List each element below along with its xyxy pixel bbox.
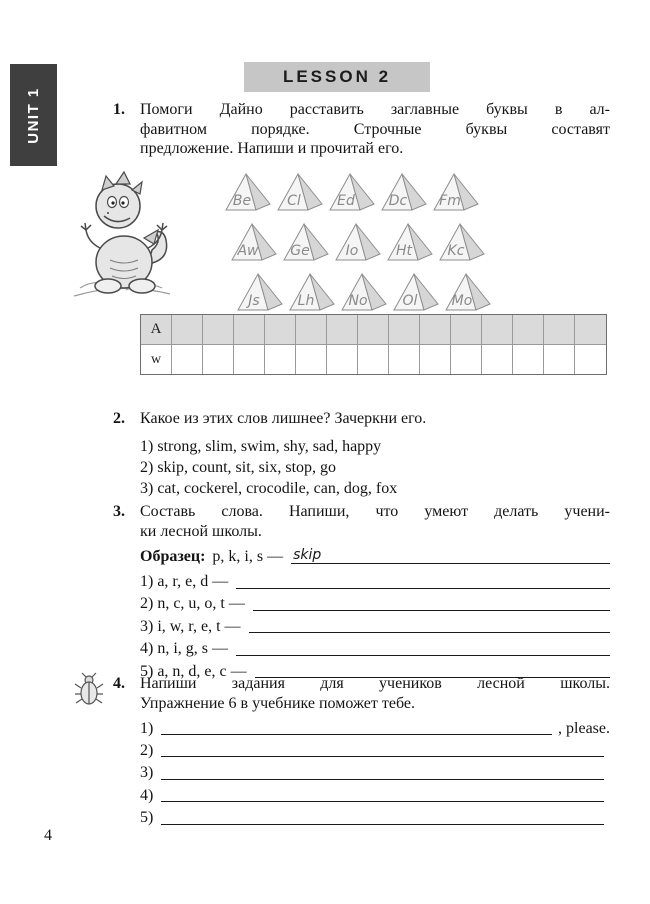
answer-row — [140, 595, 610, 614]
table-cell — [296, 345, 327, 374]
answer-row — [140, 786, 610, 805]
letter-pyramid — [230, 222, 278, 262]
page-number: 4 — [44, 827, 52, 844]
letters-prompt: 2) n, c, u, o, t — — [140, 595, 245, 613]
table-cell — [482, 315, 513, 345]
table-cell — [203, 345, 234, 374]
sample-label: Образец: — [140, 548, 206, 565]
letter-pyramid — [282, 222, 330, 262]
svg-text:Ht: Ht — [395, 243, 413, 259]
exercise-2-title: Какое из этих слов лишнее? Зачеркни его. — [140, 410, 427, 427]
exercise-2 — [113, 409, 610, 499]
table-cell — [358, 315, 389, 345]
table-cell — [420, 315, 451, 345]
svg-text:Ol: Ol — [402, 293, 418, 309]
writing-line — [161, 734, 552, 735]
table-cell — [389, 345, 420, 374]
letter-pyramid — [276, 172, 324, 212]
svg-text:Be: Be — [232, 193, 252, 209]
unit-tab — [10, 64, 57, 166]
svg-text:Mo: Mo — [451, 293, 473, 309]
letters-prompt: 4) n, i, g, s — — [140, 640, 228, 658]
letter-pyramid — [340, 272, 388, 312]
writing-line — [236, 655, 610, 656]
exercise-4-number: 4. — [113, 675, 125, 692]
letter-pyramid — [392, 272, 440, 312]
answer-row — [140, 741, 610, 760]
answer-row — [140, 640, 610, 659]
table-cell — [513, 345, 544, 374]
writing-line — [161, 756, 604, 757]
table-cell — [451, 345, 482, 374]
writing-line — [161, 801, 604, 802]
writing-line — [161, 779, 604, 780]
writing-line — [253, 610, 610, 611]
table-cell — [203, 315, 234, 345]
svg-text:Ge: Ge — [290, 243, 310, 259]
svg-text:Io: Io — [345, 243, 359, 259]
letters-prompt: 1) a, r, e, d — — [140, 573, 229, 590]
table-cell — [482, 345, 513, 374]
answer-row — [140, 573, 610, 592]
exercise-3-text-line: ки лесной школы. — [140, 522, 262, 540]
sample-line — [140, 547, 610, 567]
alphabet-table — [140, 314, 607, 375]
letter-pyramid — [328, 172, 376, 212]
letter-pyramid — [380, 172, 428, 212]
exercise-3-number: 3. — [113, 503, 125, 520]
svg-text:Kc: Kc — [447, 243, 465, 259]
table-cell — [234, 315, 265, 345]
table-cell — [296, 315, 327, 345]
letter-pyramids — [224, 172, 492, 322]
exercise-1-number: 1. — [113, 101, 125, 118]
sample-letters: p, k, i, s — — [212, 548, 284, 565]
exercise-1 — [113, 100, 610, 159]
table-cell — [420, 345, 451, 374]
svg-text:Aw: Aw — [237, 243, 259, 259]
letter-pyramid — [334, 222, 382, 262]
table-cell — [544, 345, 575, 374]
table-cell — [265, 315, 296, 345]
svg-text:Dc: Dc — [388, 193, 408, 209]
writing-line — [249, 632, 610, 633]
item-label: 2) — [140, 741, 154, 759]
exercise-4 — [113, 674, 610, 828]
exercise-1-text-line: предложение. Напиши и прочитай его. — [140, 140, 404, 157]
writing-line — [291, 548, 610, 564]
svg-text:Fm: Fm — [439, 193, 461, 209]
exercise-3-text-line: Составь слова. Напиши, что умеют делать учени- — [140, 503, 610, 520]
letter-pyramid — [224, 172, 272, 212]
unit-label: UNIT 1 — [25, 86, 43, 144]
writing-line — [161, 824, 604, 825]
item-label: 1) — [140, 719, 154, 737]
table-cell — [172, 315, 203, 345]
item-label: 4) — [140, 786, 154, 804]
dino-illustration — [66, 160, 178, 302]
word-list-item: 3) cat, cockerel, crocodile, can, dog, fox — [140, 479, 398, 497]
answer-row — [140, 764, 610, 783]
exercise-3 — [113, 502, 610, 681]
bug-icon — [74, 672, 104, 706]
letter-pyramid — [288, 272, 336, 312]
sample-answer: skip — [293, 546, 322, 563]
table-cell — [575, 315, 606, 345]
letters-prompt: 5) a, n, d, e, c — — [140, 662, 247, 680]
exercise-4-text-line: Напиши задания для учеников лесной школы. — [140, 675, 610, 692]
word-list-item: 2) skip, count, sit, six, stop, go — [140, 458, 337, 476]
exercise-1-text-line: фавитном порядке. Строчные буквы составят — [140, 120, 610, 138]
table-cell — [265, 345, 296, 374]
table-cell: w — [141, 345, 172, 374]
table-cell — [544, 315, 575, 345]
table-cell — [575, 345, 606, 374]
table-cell — [389, 315, 420, 345]
svg-text:No: No — [348, 293, 368, 309]
table-cell — [451, 315, 482, 345]
table-cell — [358, 345, 389, 374]
exercise-1-text-line: Помоги Дайно расставить заглавные буквы в ал- — [140, 101, 610, 118]
writing-line — [236, 588, 610, 589]
letter-pyramid — [438, 222, 486, 262]
table-cell — [327, 315, 358, 345]
item-suffix: , please. — [558, 719, 610, 737]
table-cell — [327, 345, 358, 374]
letter-pyramid — [386, 222, 434, 262]
item-label: 5) — [140, 809, 154, 827]
table-cell — [513, 315, 544, 345]
word-list-item: 1) strong, slim, swim, shy, sad, happy — [140, 437, 382, 455]
svg-text:Js: Js — [248, 293, 260, 309]
table-cell — [172, 345, 203, 374]
exercise-2-number: 2. — [113, 410, 125, 427]
lesson-title: LESSON 2 — [244, 62, 430, 92]
letter-pyramid — [236, 272, 284, 312]
answer-row — [140, 719, 610, 738]
letter-pyramid — [432, 172, 480, 212]
answer-row — [140, 617, 610, 636]
table-cell: A — [141, 315, 172, 345]
svg-text:Lh: Lh — [297, 293, 315, 309]
letters-prompt: 3) i, w, r, e, t — — [140, 617, 241, 635]
answer-row — [140, 809, 610, 828]
exercise-4-text-line: Упражнение 6 в учебнике поможет тебе. — [140, 694, 416, 712]
svg-text:Ed: Ed — [337, 193, 355, 209]
svg-text:Cl: Cl — [287, 193, 301, 209]
letter-pyramid — [444, 272, 492, 312]
item-label: 3) — [140, 764, 154, 782]
table-cell — [234, 345, 265, 374]
